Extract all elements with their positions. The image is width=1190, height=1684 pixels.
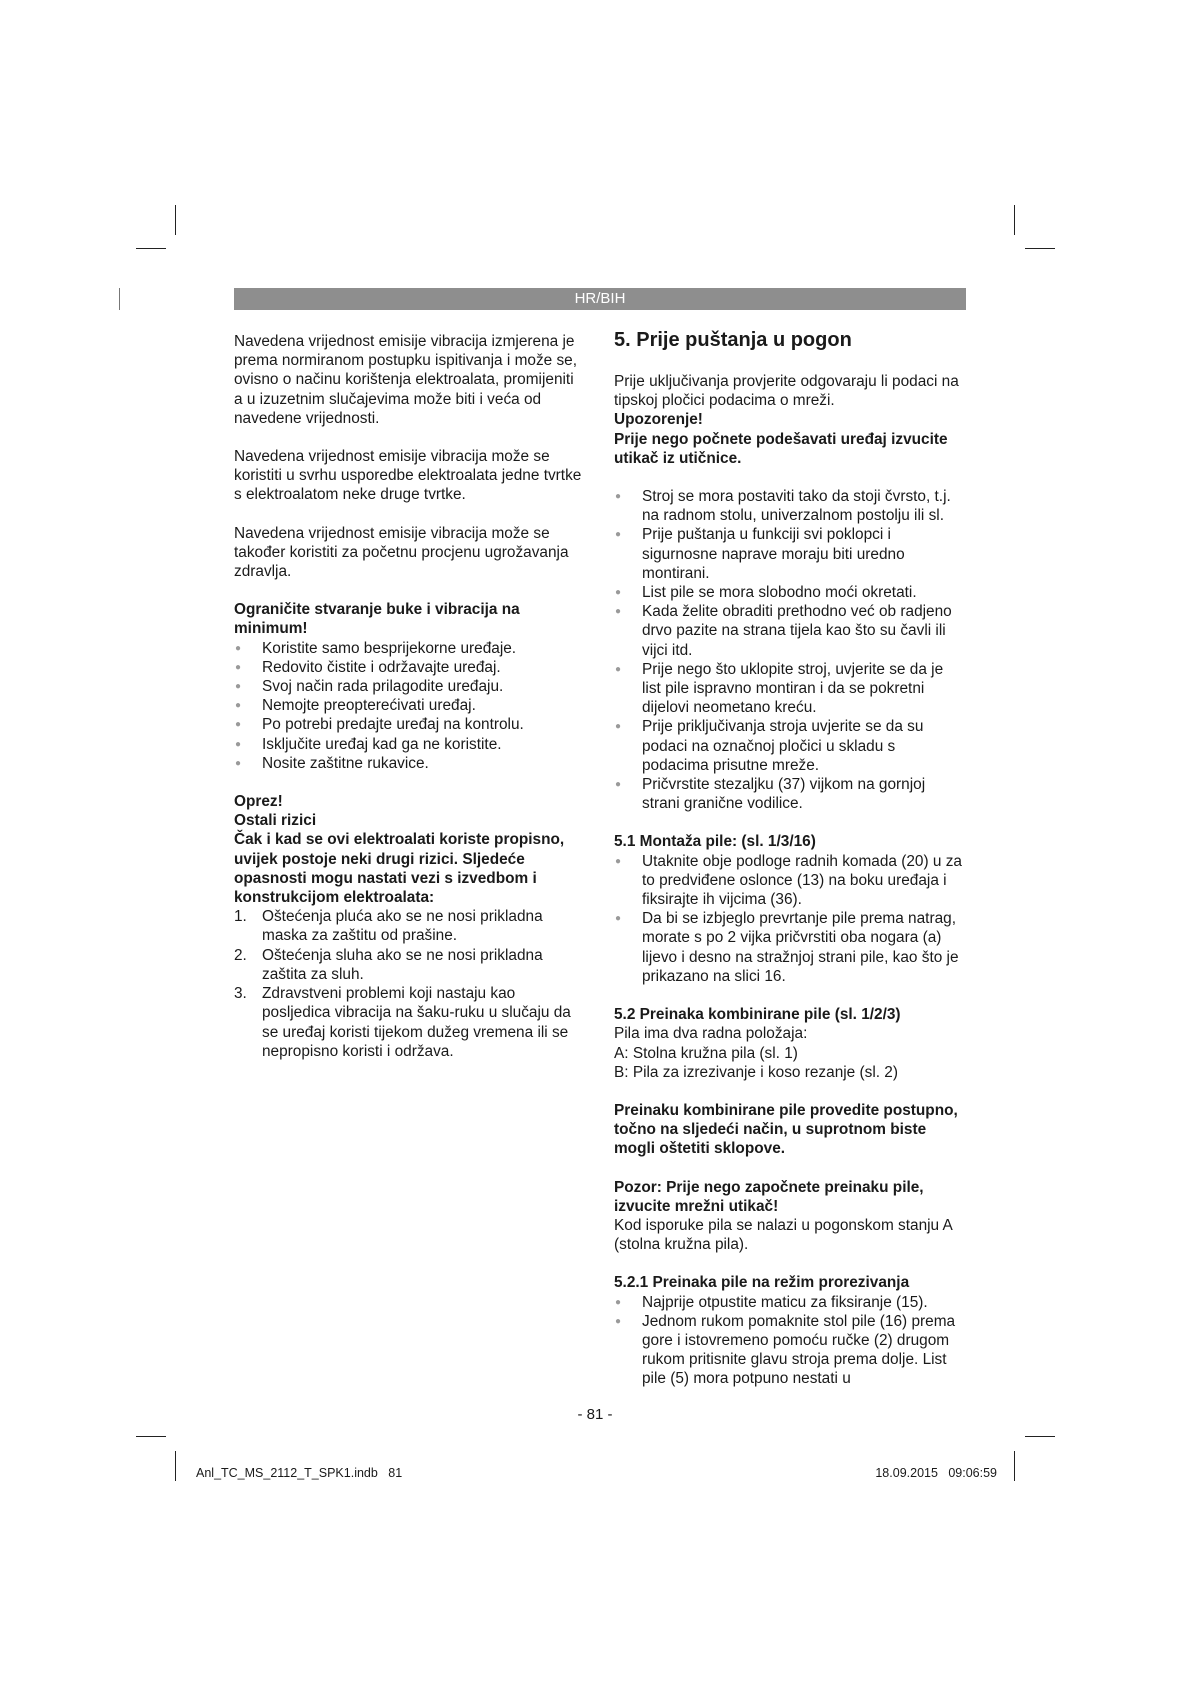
list-item: ● Koristite samo besprijekorne uređaje. bbox=[234, 639, 586, 658]
list-text: Oštećenja pluća ako se ne nosi prikladna maska za zaštitu od prašine. bbox=[262, 908, 543, 945]
list-item: ● Jednom rukom pomaknite stol pile (16) prema gore i istovremeno pomoću ručke (2) drugom rukom pritisnite glavu stroja prema dolje. List pile (5) mora potpuno nestati u bbox=[614, 1312, 966, 1389]
file-info: Anl_TC_MS_2112_T_SPK1.indb 81 bbox=[196, 1466, 403, 1480]
text-line: Pila ima dva radna položaja: bbox=[614, 1025, 808, 1043]
page-number: - 81 - bbox=[577, 1406, 613, 1423]
list-item: ● Po potrebi predajte uređaj na kontrolu. bbox=[234, 715, 586, 734]
crop-mark bbox=[175, 205, 176, 235]
vibration-paragraph-3: Navedena vrijednost emisije vibracija može se također koristiti za početnu procjenu ugrožavanja zdravlja. bbox=[234, 524, 569, 581]
ripping-list bbox=[614, 1293, 966, 1389]
list-item bbox=[234, 984, 586, 1061]
residual-risks-label: Ostali rizici bbox=[234, 812, 317, 830]
risks-intro: Čak i kad se ovi elektroalati koriste propisno, uvijek postoje neki drugi rizici. Sljedeće opasnosti mogu nastati vezi s izvedbom i konstrukcijom elektroalata: bbox=[234, 831, 565, 907]
subsection-heading: 5.2 Preinaka kombinirane pile (sl. 1/2/3) bbox=[614, 1006, 901, 1024]
noise-list bbox=[234, 639, 586, 773]
right-column bbox=[614, 328, 966, 1389]
text-line: A: Stolna kružna pila (sl. 1) bbox=[614, 1044, 798, 1062]
conversion-note: Preinaku kombinirane pile provedite postupno, točno na sljedeći način, u suprotnom biste mogli oštetiti sklopove. bbox=[614, 1101, 958, 1158]
subsection-heading: 5.2.1 Preinaka pile na režim prorezivanja bbox=[614, 1274, 910, 1292]
vibration-paragraph-1: Navedena vrijednost emisije vibracija izmjerena je prema normiranom postupku ispitivanja i može se, ovisno o načinu korištenja elektroalata, promijeniti a u izuzetnim slučajevima može biti i veća od navedene vrijednosti. bbox=[234, 333, 578, 427]
list-item: ● Nemojte preopterećivati uređaj. bbox=[234, 696, 586, 715]
crop-mark bbox=[1025, 248, 1055, 249]
list-number: 2. bbox=[234, 946, 247, 964]
crop-mark bbox=[175, 1451, 176, 1481]
warning-label: Upozorenje! bbox=[614, 411, 703, 429]
list-item: ● Stroj se mora postaviti tako da stoji čvrsto, t.j. na radnom stolu, univerzalnom postolju ili sl. bbox=[614, 487, 966, 525]
list-item: ● Nosite zaštitne rukavice. bbox=[234, 754, 586, 773]
list-item: ● Prije nego što uklopite stroj, uvjerite se da je list pile ispravno montiran i da se pokretni dijelovi neometano kreću. bbox=[614, 660, 966, 718]
list-number: 1. bbox=[234, 908, 247, 926]
assembly-list bbox=[614, 852, 966, 986]
list-item: ● Prije priključivanja stroja uvjerite se da su podaci na označnoj pločici u skladu s podacima prisutne mreže. bbox=[614, 717, 966, 775]
list-item bbox=[234, 907, 586, 945]
list-item: ● Da bi se izbjeglo prevrtanje pile prema natrag, morate s po 2 vijka pričvrstiti oba nogara (a) lijevo i desno na stražnjoj strani pile, kao što je prikazano na slici 16. bbox=[614, 909, 966, 986]
warning-text: Prije nego počnete podešavati uređaj izvucite utikač iz utičnice. bbox=[614, 430, 948, 467]
vibration-paragraph-2: Navedena vrijednost emisije vibracija može se koristiti u svrhu usporedbe elektroalata jedne tvrtke s elektroalatom neke druge tvrtke. bbox=[234, 448, 582, 504]
list-item: ● Prije puštanja u funkciji svi poklopci i sigurnosne naprave moraju biti uredno montirani. bbox=[614, 525, 966, 583]
list-item: ● Kada želite obraditi prethodno već ob radjeno drvo pazite na strana tijela kao što su čavli ili vijci itd. bbox=[614, 602, 966, 660]
crop-mark bbox=[1014, 1451, 1015, 1481]
list-item: ● Svoj način rada prilagodite uređaju. bbox=[234, 677, 586, 696]
caution-label: Oprez! bbox=[234, 793, 283, 811]
list-item: ● Redovito čistite i održavajte uređaj. bbox=[234, 658, 586, 677]
subsection-heading: 5.1 Montaža pile: (sl. 1/3/16) bbox=[614, 833, 816, 851]
crop-mark bbox=[136, 1436, 166, 1437]
print-date-time: 18.09.2015 09:06:59 bbox=[875, 1466, 997, 1480]
list-text: Zdravstveni problemi koji nastaju kao posljedica vibracija na šaku-ruku u slučaju da se uređaj koristi tijekom dužeg vremena ili se nepropisno koristi i održava. bbox=[262, 985, 571, 1060]
list-item: ● List pile se mora slobodno moći okretati. bbox=[614, 583, 966, 602]
noise-heading: Ograničite stvaranje buke i vibracija na minimum! bbox=[234, 601, 520, 638]
left-column bbox=[234, 332, 586, 1061]
list-item: ● Isključite uređaj kad ga ne koristite. bbox=[234, 735, 586, 754]
crop-mark bbox=[1025, 1436, 1055, 1437]
delivery-note: Kod isporuke pila se nalazi u pogonskom stanju A (stolna kružna pila). bbox=[614, 1216, 952, 1254]
list-item bbox=[234, 946, 586, 984]
list-text: Oštećenja sluha ako se ne nosi prikladna zaštita za sluh. bbox=[262, 946, 543, 983]
section-title: 5. Prije puštanja u pogon bbox=[614, 329, 852, 351]
list-number: 3. bbox=[234, 985, 247, 1003]
list-item: ● Pričvrstite stezaljku (37) vijkom na gornjoj strani granične vodilice. bbox=[614, 775, 966, 813]
risks-list bbox=[234, 907, 586, 1061]
language-header-bar: HR/BIH bbox=[234, 288, 966, 310]
setup-list bbox=[614, 487, 966, 813]
list-item: ● Najprije otpustite maticu za fiksiranje (15). bbox=[614, 1293, 966, 1312]
text-line: B: Pila za izrezivanje i koso rezanje (sl. 2) bbox=[614, 1063, 898, 1081]
attention-note: Pozor: Prije nego započnete preinaku pile, izvucite mrežni utikač! bbox=[614, 1178, 924, 1215]
list-item: ● Utaknite obje podloge radnih komada (20) u za to predviđene oslonce (13) na boku uređaja i fiksirajte ih vijcima (36). bbox=[614, 852, 966, 910]
crop-mark bbox=[119, 288, 120, 310]
crop-mark bbox=[136, 248, 166, 249]
intro-paragraph: Prije uključivanja provjerite odgovaraju li podaci na tipskoj pločici podacima o mreži. bbox=[614, 373, 959, 410]
crop-mark bbox=[1014, 205, 1015, 235]
